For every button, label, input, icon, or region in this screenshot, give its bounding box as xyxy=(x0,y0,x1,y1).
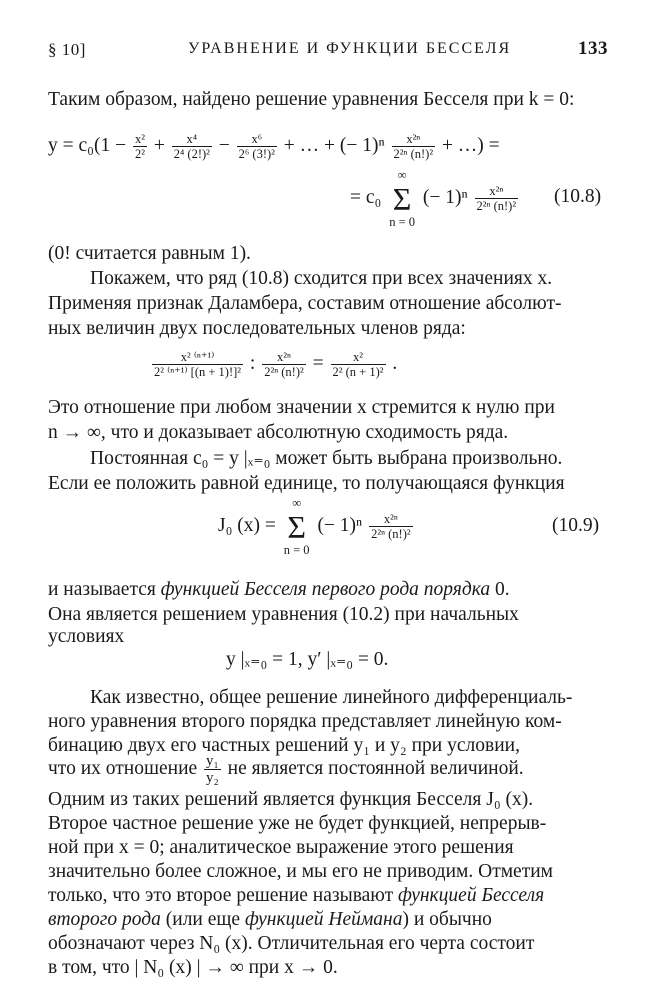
sum-lower-limit: n = 0 xyxy=(283,542,310,557)
denominator: 2²ⁿ (n!)² xyxy=(393,147,434,162)
denominator: 2²ⁿ (n!)² xyxy=(264,365,304,380)
denominator: 2² xyxy=(134,147,145,162)
text-run: и называется xyxy=(48,579,161,600)
text-line xyxy=(48,750,524,788)
emphasized-term: функцией Бесселя первого рода порядка xyxy=(160,579,491,600)
emphasized-term: функцией Бесселя xyxy=(398,885,545,906)
operator: : xyxy=(249,353,256,374)
text-line: ной при x = 0; аналитическое выражение этого решения xyxy=(48,837,514,858)
numerator: x² xyxy=(353,350,363,365)
text-line: Как известно, общее решение линейного дифференциаль- xyxy=(90,687,573,708)
operator: − xyxy=(218,135,230,156)
fraction xyxy=(152,350,243,379)
denominator: 2² (n + 1)² xyxy=(332,365,384,380)
numerator: x² xyxy=(134,132,145,147)
numerator: x²ⁿ xyxy=(489,184,504,199)
sum-lower-limit: n = 0 xyxy=(389,214,416,229)
numerator: x²ⁿ xyxy=(383,512,398,527)
sigma-symbol: Σ xyxy=(287,508,306,545)
denominator: 2²ⁿ (n!)² xyxy=(476,199,517,214)
summation xyxy=(284,496,310,558)
eq1-middle: + … + (− 1)ⁿ xyxy=(283,135,385,156)
fraction xyxy=(331,350,386,379)
fraction xyxy=(369,512,413,541)
denominator: 2² ⁽ⁿ⁺¹⁾ [(n + 1)!]² xyxy=(154,365,242,380)
header-title: УРАВНЕНИЕ И ФУНКЦИИ БЕССЕЛЯ xyxy=(188,40,512,57)
numerator: x²ⁿ xyxy=(277,350,291,365)
text-run: 0. xyxy=(490,579,510,600)
text-run: не является постоянной величиной. xyxy=(227,758,524,779)
text-line: ного уравнения второго порядка представляет линейную ком- xyxy=(48,711,562,732)
sigma-symbol: Σ xyxy=(392,180,412,217)
emphasized-term: функцией Неймана xyxy=(244,909,403,930)
operator: + xyxy=(153,135,165,156)
text-line: n → ∞, что и доказывает абсолютную сходимость ряда. xyxy=(48,422,509,443)
page-number: 133 xyxy=(578,38,608,59)
text-line: Покажем, что ряд (10.8) сходится при всех значениях x. xyxy=(90,268,553,289)
text-line xyxy=(48,908,492,932)
fraction xyxy=(204,753,221,786)
text-line: бинацию двух его частных решений y₁ и y₂ при условии, xyxy=(48,735,520,756)
numerator: x² ⁽ⁿ⁺¹⁾ xyxy=(180,350,215,365)
text-line xyxy=(48,884,544,908)
text-line: значительно более сложное, и мы его не приводим. Отметим xyxy=(48,861,554,882)
denominator: 2⁶ (3!)² xyxy=(238,147,275,162)
equation-label: (10.9) xyxy=(552,515,600,536)
text-line: Это отношение при любом значении x стремится к нулю при xyxy=(48,397,555,418)
text-line: Таким образом, найдено решение уравнения Бесселя при k = 0: xyxy=(48,89,575,110)
text-line xyxy=(48,578,510,602)
eq2-sign: (− 1)ⁿ xyxy=(422,187,468,208)
equation-label: (10.8) xyxy=(554,186,602,207)
text-line: Одним из таких решений является функция Бесселя J₀ (x). xyxy=(48,789,534,810)
text-line: (0! считается равным 1). xyxy=(48,243,251,264)
text-run: что их отношение xyxy=(48,758,198,779)
denominator: 2⁴ (2!)² xyxy=(173,147,210,162)
fraction xyxy=(172,132,212,161)
sum-upper-limit: ∞ xyxy=(397,167,407,182)
text-run: только, что это второе решение называют xyxy=(48,885,399,906)
eq1-lhs: y = c₀(1 − xyxy=(48,135,127,156)
fraction xyxy=(237,132,277,161)
numerator: y₁ xyxy=(206,753,219,770)
equation-ratio xyxy=(150,342,397,386)
eq2-lhs: = c₀ xyxy=(350,187,382,208)
fraction xyxy=(392,132,436,161)
text-line: в том, что | N₀ (x) | → ∞ при x → 0. xyxy=(48,957,338,978)
eq1-end: + …) = xyxy=(441,135,500,156)
denominator: 2²ⁿ (n!)² xyxy=(371,527,411,542)
numerator: x⁴ xyxy=(186,132,198,147)
operator: = xyxy=(312,353,324,374)
text-line: Она является решением уравнения (10.2) при начальных xyxy=(48,604,519,625)
text-line: обозначают через N₀ (x). Отличительная его черта состоит xyxy=(48,933,535,954)
header-section: § 10] xyxy=(48,40,86,59)
sum-upper-limit: ∞ xyxy=(292,495,302,510)
operator: . xyxy=(392,353,398,374)
text-line: Применяя признак Даламбера, составим отношение абсолют- xyxy=(48,293,562,314)
text-line: Если ее положить равной единице, то получающаяся функция xyxy=(48,473,565,494)
numerator: x⁶ xyxy=(251,132,263,147)
equation-series-expansion xyxy=(48,124,500,168)
numerator: x²ⁿ xyxy=(406,132,421,147)
emphasized-term: второго рода xyxy=(48,909,161,930)
equation-10-9 xyxy=(218,494,415,558)
text-line: условиях xyxy=(48,626,125,647)
text-line: Второе частное решение уже не будет функцией, непрерыв- xyxy=(48,813,547,834)
fraction xyxy=(262,350,306,379)
summation xyxy=(389,168,415,230)
eq3-sign: (− 1)ⁿ xyxy=(317,515,363,536)
text-line: ных величин двух последовательных членов ряда: xyxy=(48,318,466,339)
fraction xyxy=(133,132,147,161)
denominator: y₂ xyxy=(206,770,219,787)
text-run: (или еще xyxy=(160,909,245,930)
equation-10-8 xyxy=(350,166,520,230)
equation-initial-conditions: y |ₓ₌₀ = 1, y′ |ₓ₌₀ = 0. xyxy=(226,649,389,670)
eq3-lhs: J₀ (x) = xyxy=(218,515,276,536)
text-line: Постоянная c₀ = y |ₓ₌₀ может быть выбрана произвольно. xyxy=(90,448,563,469)
fraction xyxy=(475,184,519,213)
text-run: ) и обычно xyxy=(402,909,492,930)
